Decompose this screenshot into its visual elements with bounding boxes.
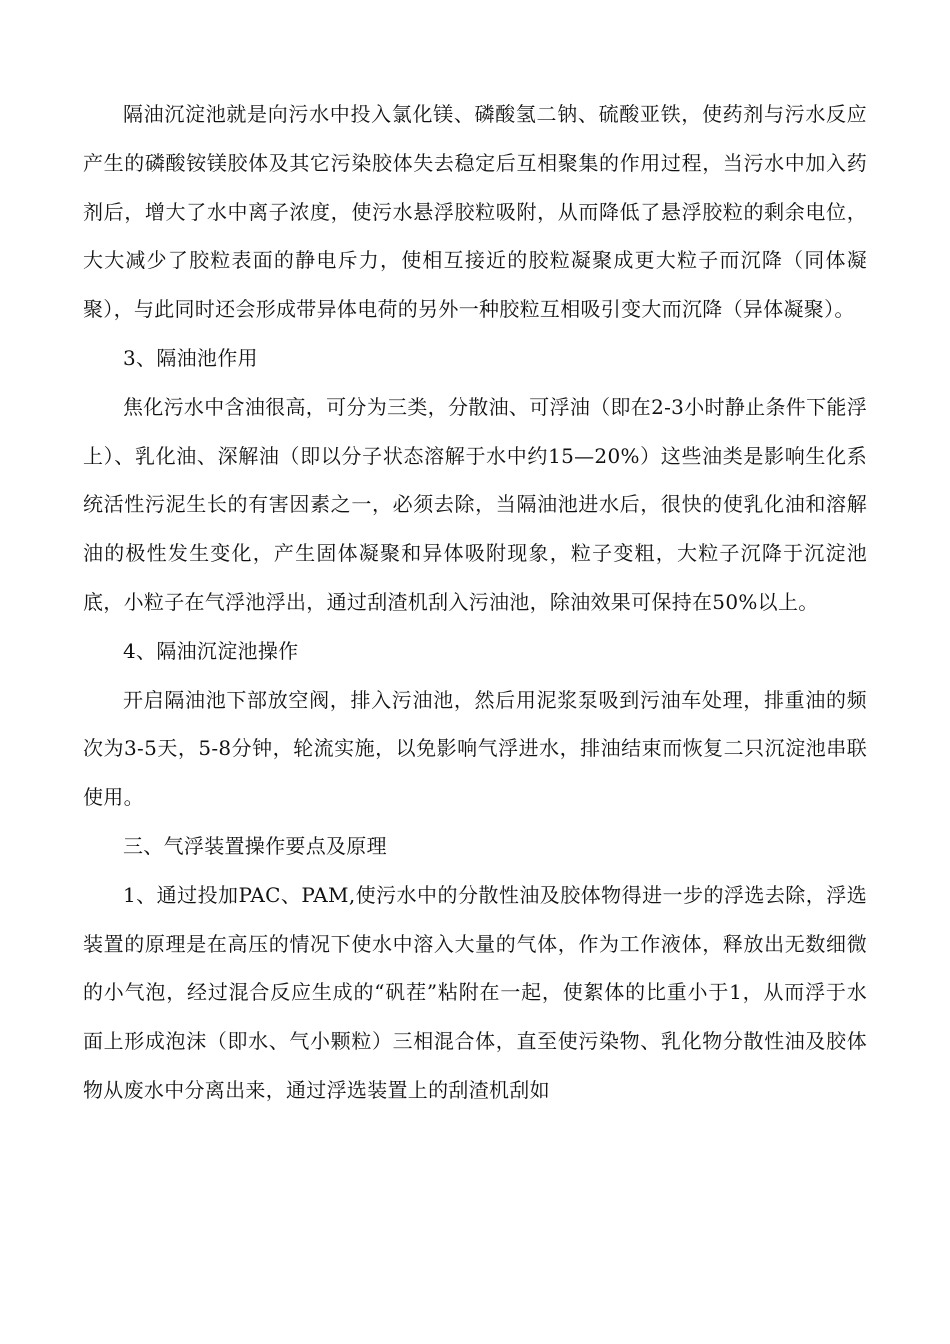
section-heading-sedimentation-operation: 4、隔油沉淀池操作 xyxy=(123,638,299,663)
paragraph-oil-separator-function: 焦化污水中含油很高，可分为三类，分散油、可浮油（即在2-3小时静止条件下能浮上）、乳化油、深解油（即以分子状态溶解于水中约15—20%）这些油类是影响生化系统活性污泥生长的有害因素之一，必须去除，当隔油池进水后，很快的使乳化油和溶解油的极性发生变化，产生固体凝聚和异体吸附现象，粒子变粗，大粒子沉降于沉淀池底，小粒子在气浮池浮出，通过刮渣机刮入污油池，除油效果可保持在50%以上。 xyxy=(83,394,867,614)
paragraph-oil-separation-sedimentation-principle: 隔油沉淀池就是向污水中投入氯化镁、磷酸氢二钠、硫酸亚铁，使药剂与污水反应产生的磷酸铵镁胶体及其它污染胶体失去稳定后互相聚集的作用过程，当污水中加入药剂后，增大了水中离子浓度，使污水悬浮胶粒吸附，从而降低了悬浮胶粒的剩余电位，大大减少了胶粒表面的静电斥力，使相互接近的胶粒凝聚成更大粒子而沉降（同体凝聚），与此同时还会形成带异体电荷的另外一种胶粒互相吸引变大而沉降（异体凝聚）。 xyxy=(83,102,867,322)
paragraph-flotation-principle: 1、通过投加PAC、PAM,使污水中的分散性油及胶体物得进一步的浮选去除，浮选装置的原理是在高压的情况下使水中溶入大量的气体，作为工作液体，释放出无数细微的小气泡，经过混合反应生成的“矾茬”粘附在一起，使絮体的比重小于1，从而浮于水面上形成泡沫（即水、气小颗粒）三相混合体，直至使污染物、乳化物分散性油及胶体物从废水中分离出来，通过浮选装置上的刮渣机刮如 xyxy=(83,882,867,1102)
document-body xyxy=(83,90,867,1115)
section-heading-flotation-device: 三、气浮装置操作要点及原理 xyxy=(123,833,387,858)
paragraph-sedimentation-operation: 开启隔油池下部放空阀，排入污油池，然后用泥浆泵吸到污油车处理，排重油的频次为3-5天，5-8分钟，轮流实施，以免影响气浮进水，排油结束而恢复二只沉淀池串联使用。 xyxy=(83,687,867,810)
section-heading-oil-separator-function: 3、隔油池作用 xyxy=(123,345,258,370)
